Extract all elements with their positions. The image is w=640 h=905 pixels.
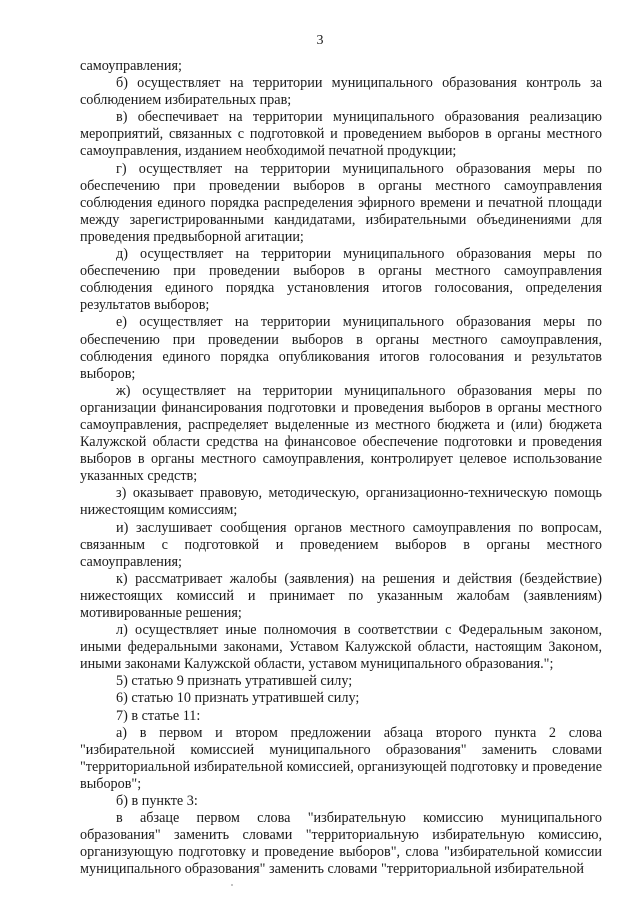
paragraph: ж) осуществляет на территории муниципального образования меры по организации финансирования подготовки и проведения выборов в органы местного самоуправления, распределяет выделенные из местного бюджета и (или) бюджета Калужской области средства на финансовое обеспечение подготовки и проведения выборов в органы местного самоуправления, контролирует целевое использование указанных средств; [80, 382, 602, 485]
paragraph: б) в пункте 3: [116, 793, 198, 810]
paragraph: д) осуществляет на территории муниципального образования меры по обеспечению при проведении выборов в органы местного самоуправления соблюдения единого порядка установления итогов голосования, определения результатов выборов; [80, 246, 602, 314]
paragraph: л) осуществляет иные полномочия в соответствии с Федеральным законом, иными федеральными законами, Уставом Калужской области, настоящим Законом, иными законами Калужской области, уставом муниципального образования."; [80, 622, 602, 673]
paragraph: 5) статью 9 признать утратившей силу; [116, 673, 353, 690]
document-body [80, 58, 602, 879]
paragraph: и) заслушивает сообщения органов местного самоуправления по вопросам, связанным с подготовкой и проведением выборов в органы местного самоуправления; [80, 519, 602, 570]
paragraph: самоуправления; [80, 58, 182, 74]
page-number: 3 [316, 33, 324, 48]
scan-speck [231, 884, 233, 886]
paragraph: г) осуществляет на территории муниципального образования меры по обеспечению при проведении выборов в органы местного самоуправления соблюдения единого порядка распределения эфирного времени и печатной площади между зарегистрированными кандидатами, избирательными объединениями для проведения предвыборной агитации; [80, 160, 602, 245]
paragraph: е) осуществляет на территории муниципального образования меры по обеспечению при проведении выборов в органы местного самоуправления, соблюдения единого порядка опубликования итогов голосования и результатов выборов; [80, 314, 602, 382]
paragraph: 7) в статье 11: [116, 707, 201, 724]
paragraph: в абзаце первом слова "избирательную комиссию муниципального образования" заменить словами "территориальную избирательную комиссию, организующую подготовку и проведение выборов", слова "избирательной комиссии муниципального образования" заменить словами "территориальной избирательной [80, 810, 602, 878]
paragraph: к) рассматривает жалобы (заявления) на решения и действия (бездействие) нижестоящих комиссий и принимает по указанным жалобам (заявлениям) мотивированные решения; [80, 570, 602, 621]
paragraph: а) в первом и втором предложении абзаца второго пункта 2 слова "избирательной комиссией муниципального образования" заменить словами "территориальной избирательной комиссией, организующей подготовку и проведение выборов"; [80, 724, 602, 792]
paragraph: з) оказывает правовую, методическую, организационно-техническую помощь нижестоящим комиссиям; [80, 485, 602, 519]
paragraph: в) обеспечивает на территории муниципального образования реализацию мероприятий, связанных с подготовкой и проведением выборов в органы местного самоуправления, изданием необходимой печатной продукции; [80, 109, 602, 160]
paragraph: 6) статью 10 признать утратившей силу; [116, 690, 360, 707]
paragraph: б) осуществляет на территории муниципального образования контроль за соблюдением избирательных прав; [80, 75, 602, 109]
